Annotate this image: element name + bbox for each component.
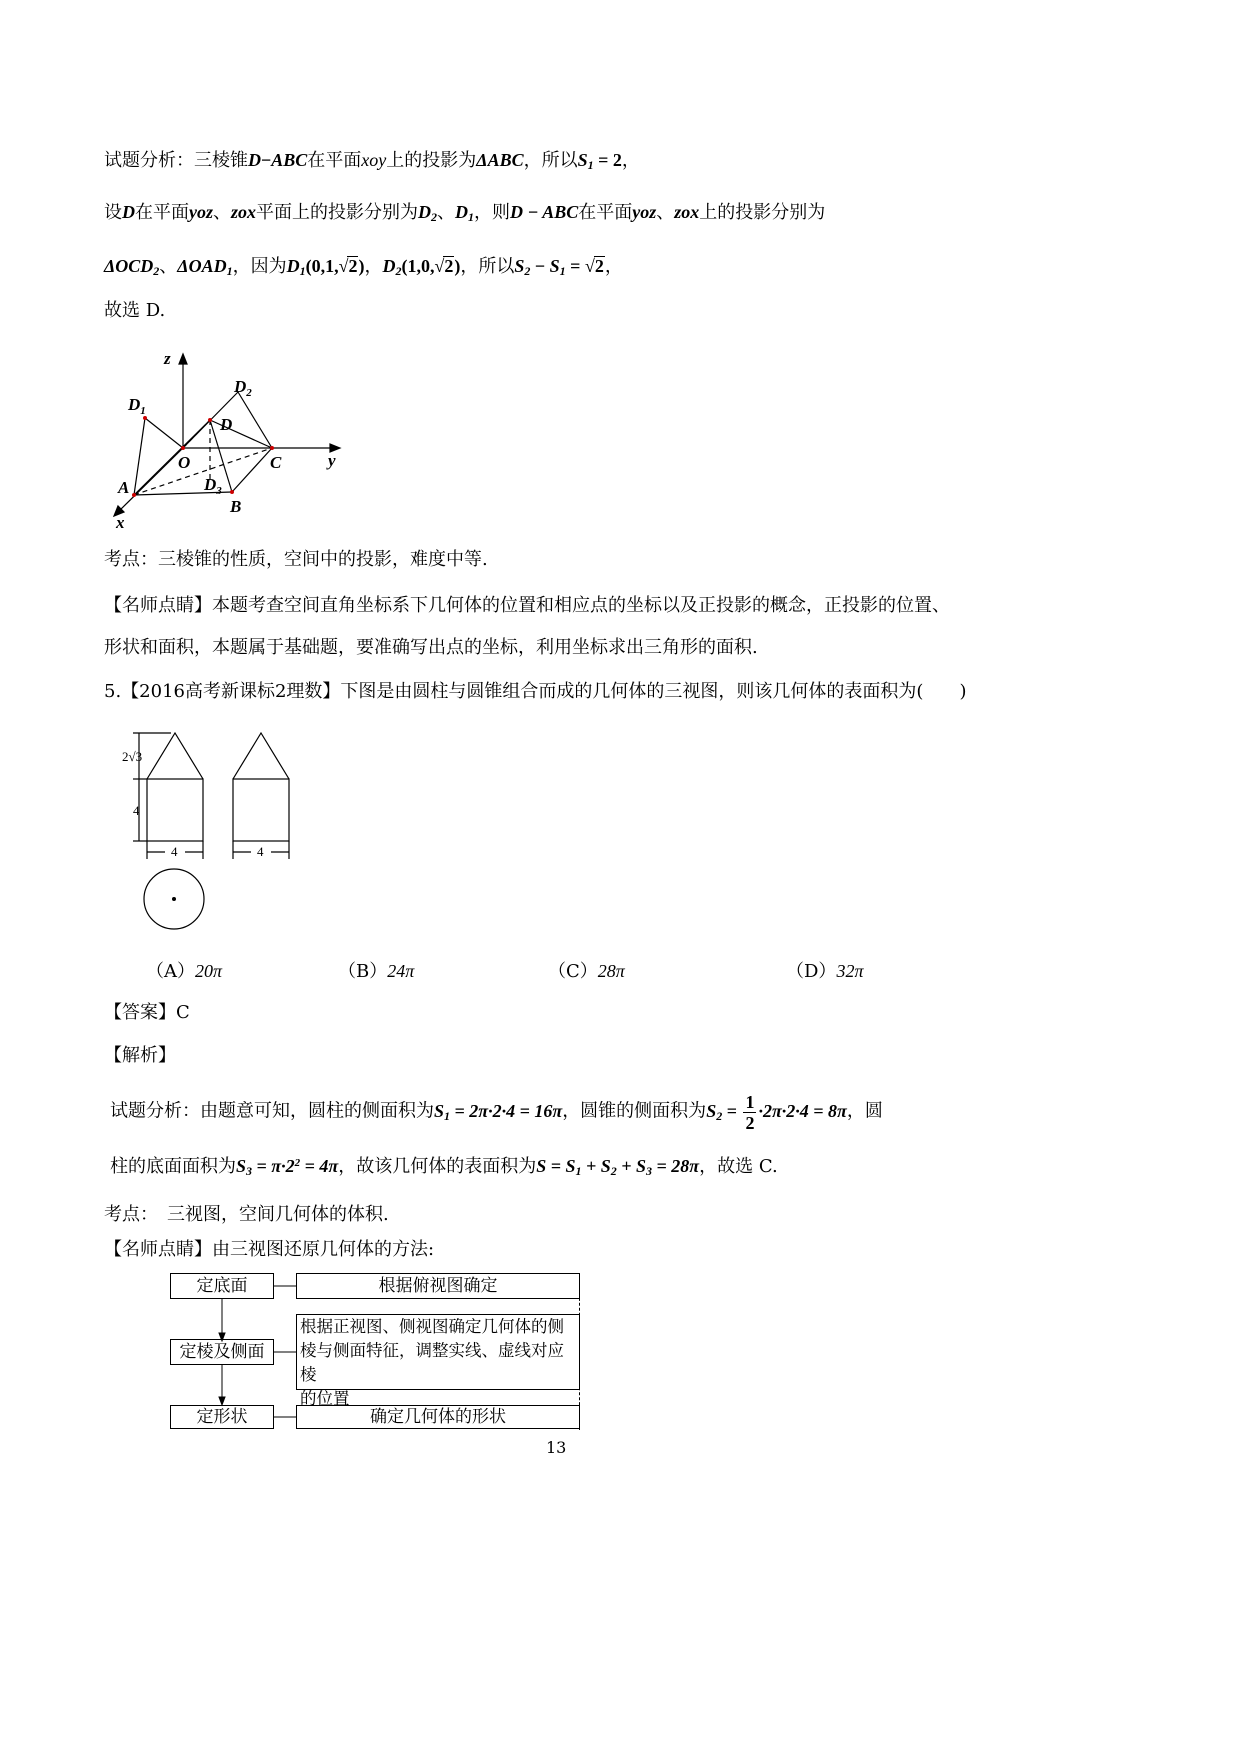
math-sub: 1: [299, 264, 306, 278]
pyramid-figure: [100, 340, 360, 540]
math-sub: 3: [246, 1164, 253, 1178]
math-expr: S = S: [536, 1156, 576, 1176]
math-coord: (1,0,: [401, 256, 435, 276]
three-view-figure: [115, 725, 315, 935]
math-sub: 1: [468, 210, 475, 224]
math-sub: 2: [610, 1164, 617, 1178]
text: 在平面: [578, 202, 633, 223]
math-minus: −: [261, 150, 272, 170]
flow-desc-2-line-3: 的位置: [300, 1389, 350, 1408]
z-arrow: [179, 354, 187, 364]
answer-value: C: [176, 1002, 190, 1023]
math-S: S: [577, 150, 588, 170]
text: ，则: [474, 202, 511, 223]
edge-A-D1: [134, 418, 145, 495]
label-B: B: [230, 497, 242, 516]
point-O: [181, 446, 185, 450]
option-value: 32π: [836, 961, 864, 981]
math-S: S: [706, 1100, 717, 1121]
label-y: y: [328, 451, 336, 470]
math-expr: = 4π: [300, 1156, 339, 1176]
fraction-numerator: 1: [745, 1092, 755, 1112]
text: 、: [159, 256, 178, 277]
flow-desc-1: 根据俯视图确定: [296, 1273, 580, 1299]
flow-desc-2-line-1: 根据正视图、侧视图确定几何体的侧: [300, 1317, 564, 1336]
tip-line-2: 形状和面积，本题属于基础题，要准确写出点的坐标，利用坐标求出三角形的面积.: [104, 637, 758, 658]
text: ，: [364, 256, 383, 277]
math-expr: = 2π·2·4 = 16π: [450, 1100, 563, 1121]
text: 在平面: [307, 150, 362, 171]
math-sub: 2: [524, 264, 531, 278]
solution-line-2: [110, 1151, 778, 1183]
text: 试题分析：由题意可知，圆柱的侧面积为: [110, 1100, 434, 1122]
fraction-half: [743, 1092, 756, 1133]
option-label: （C）: [548, 961, 598, 982]
edge-B-C: [232, 448, 272, 492]
math-sub: 1: [559, 264, 566, 278]
text: 试题分析：三棱锥: [104, 150, 248, 171]
flow-desc-3: 确定几何体的形状: [296, 1405, 580, 1429]
text: 柱的底面面积为: [110, 1156, 236, 1177]
choose-line: 故选 D.: [104, 300, 166, 321]
answer-line: [104, 1001, 190, 1025]
label-D: D: [220, 415, 233, 434]
option-label: （D）: [786, 961, 837, 982]
math-ABC: ABC: [271, 150, 308, 170]
math-triangle-abc: ΔABC: [476, 150, 524, 170]
front-cylinder: [147, 779, 203, 841]
dim-label-w2: 4: [257, 844, 264, 859]
text: ，圆: [846, 1100, 883, 1122]
math-yoz: yoz: [632, 202, 657, 222]
label-D2: $D_2$: [234, 377, 252, 399]
label-x: x: [116, 513, 125, 532]
text: 、: [437, 202, 456, 223]
option-value: 28π: [597, 961, 625, 981]
math-sqrt: 2: [594, 256, 604, 276]
page-number: 13: [546, 1438, 567, 1457]
point-B: [230, 490, 234, 494]
math-sqrt: 2: [348, 256, 358, 276]
text: ，所以: [460, 256, 515, 277]
math-D: D: [382, 256, 396, 276]
math-sub: 1: [226, 264, 233, 278]
flow-step-2: 定棱及侧面: [170, 1339, 274, 1365]
analysis-line-1: [104, 148, 640, 177]
math-S: S: [549, 256, 560, 276]
edge-D2-C: [238, 392, 272, 448]
analysis-line-2: [104, 200, 825, 229]
text: ，故选 C.: [699, 1156, 778, 1177]
point-C: [270, 446, 274, 450]
math-sub: 2: [431, 210, 438, 224]
math-coord: (0,1,: [305, 256, 339, 276]
jiexi-label: 【解析】: [104, 1045, 176, 1066]
text: 、: [656, 202, 675, 223]
text: 、: [213, 202, 231, 223]
arrow-2-head: [219, 1397, 225, 1405]
math-sub: 2: [395, 264, 402, 278]
flow-dashed-border: [579, 1273, 580, 1430]
dim-label-cylinder: 4: [133, 803, 140, 818]
analysis-line-3: $\Delta OCD_2$、$\Delta OAD_1$，因为$D_1(0,1,√2)$，$D_2(1,0,√2)$，所以$S_2 - S_1 = √2$，: [104, 256, 623, 278]
side-cylinder: [233, 779, 289, 841]
math-sqrt: 2: [444, 256, 454, 276]
option-d: [786, 957, 863, 983]
math-zox: zox: [231, 202, 257, 222]
option-label: （A）: [146, 961, 195, 982]
text: 设: [104, 202, 122, 223]
math-expr: = 28π: [652, 1156, 700, 1176]
flow-desc-2-line-2: 棱与侧面特征，调整实线、虚线对应棱: [300, 1341, 564, 1384]
math-D-ABC: D − ABC: [510, 202, 579, 222]
math-expr: = π·2: [252, 1156, 295, 1176]
tip-line-1: 【名师点睛】本题考查空间直角坐标系下几何体的位置和相应点的坐标以及正投影的概念，正投影的位置、: [104, 595, 950, 616]
option-b: [338, 957, 414, 983]
text: ，: [621, 150, 640, 171]
option-a: [146, 957, 222, 983]
math-eq: = 2: [593, 150, 622, 170]
math-minus: −: [530, 256, 550, 276]
text: 在平面: [135, 202, 189, 223]
text: ，: [604, 256, 623, 277]
math-S: S: [514, 256, 525, 276]
top-view-center: [172, 897, 176, 901]
side-cone: [233, 733, 289, 779]
math-D: D: [455, 202, 469, 222]
kaodian-4: 考点：三棱锥的性质，空间中的投影，难度中等.: [104, 549, 488, 570]
math-D: D: [248, 150, 261, 170]
text: ，圆锥的侧面积为: [562, 1100, 707, 1122]
math-paren: ): [454, 256, 461, 276]
kaodian-5: 考点： 三视图，空间几何体的体积.: [104, 1204, 389, 1225]
math-S: S: [236, 1156, 247, 1176]
math-D: D: [418, 202, 432, 222]
math-sub: 1: [444, 1108, 451, 1123]
flow-desc-2: [296, 1314, 580, 1408]
dim-label-w1: 4: [171, 844, 178, 859]
flow-step-3: 定形状: [170, 1405, 274, 1429]
math-yoz: yoz: [189, 202, 213, 222]
solution-line-1: [110, 1092, 883, 1133]
point-D: [208, 418, 212, 422]
text: 平面上的投影分别为: [256, 202, 419, 223]
math-ocd: ΔOCD: [104, 256, 154, 276]
math-sup: 2: [294, 1157, 301, 1169]
math-expr: ·2π·2·4 = 8π: [758, 1100, 847, 1121]
edge-D1-O: [145, 418, 183, 448]
label-C: C: [270, 453, 282, 472]
point-A: [132, 493, 136, 497]
text: 上的投影分别为: [699, 202, 826, 223]
math-sub: 1: [575, 1164, 582, 1178]
math-xoy: xoy: [361, 150, 387, 170]
math-sub: 2: [153, 264, 160, 278]
dim-label-cone: 2√3: [122, 749, 143, 764]
math-oad: ΔOAD: [177, 256, 227, 276]
answer-label: 【答案】: [104, 1002, 176, 1023]
label-A: A: [118, 478, 130, 497]
label-z: z: [164, 349, 171, 368]
flow-step-1: 定底面: [170, 1273, 274, 1299]
math-S: S: [434, 1100, 445, 1121]
fraction-denominator: 2: [745, 1113, 755, 1133]
math-zox: zox: [674, 202, 700, 222]
text: ，所以: [523, 150, 578, 171]
option-value: 24π: [387, 961, 415, 981]
math-eq: =: [722, 1100, 742, 1121]
math-sub: 3: [646, 1164, 653, 1178]
option-value: 20π: [195, 961, 223, 981]
math-expr: + S: [581, 1156, 611, 1176]
math-D: D: [122, 202, 135, 222]
tip-5: 【名师点睛】由三视图还原几何体的方法:: [104, 1239, 435, 1260]
math-sub: 1: [587, 158, 594, 172]
question-5-stem: 5.【2016高考新课标2理数】下图是由圆柱与圆锥组合而成的几何体的三视图，则该几何体的表面积为( ): [104, 681, 967, 702]
text: ，故该几何体的表面积为: [338, 1156, 537, 1177]
text: ，因为: [232, 256, 287, 277]
math-D: D: [286, 256, 300, 276]
option-c: [548, 957, 625, 983]
math-paren: ): [358, 256, 365, 276]
label-O: O: [178, 453, 191, 472]
label-D1: $D_1$: [128, 395, 146, 417]
math-sub: 2: [716, 1108, 723, 1123]
text: 上的投影为: [386, 150, 477, 171]
front-cone: [147, 733, 203, 779]
label-D3: $D_3$: [204, 475, 222, 497]
math-expr: + S: [616, 1156, 647, 1176]
math-eq: =: [565, 256, 585, 276]
option-label: （B）: [338, 961, 388, 982]
